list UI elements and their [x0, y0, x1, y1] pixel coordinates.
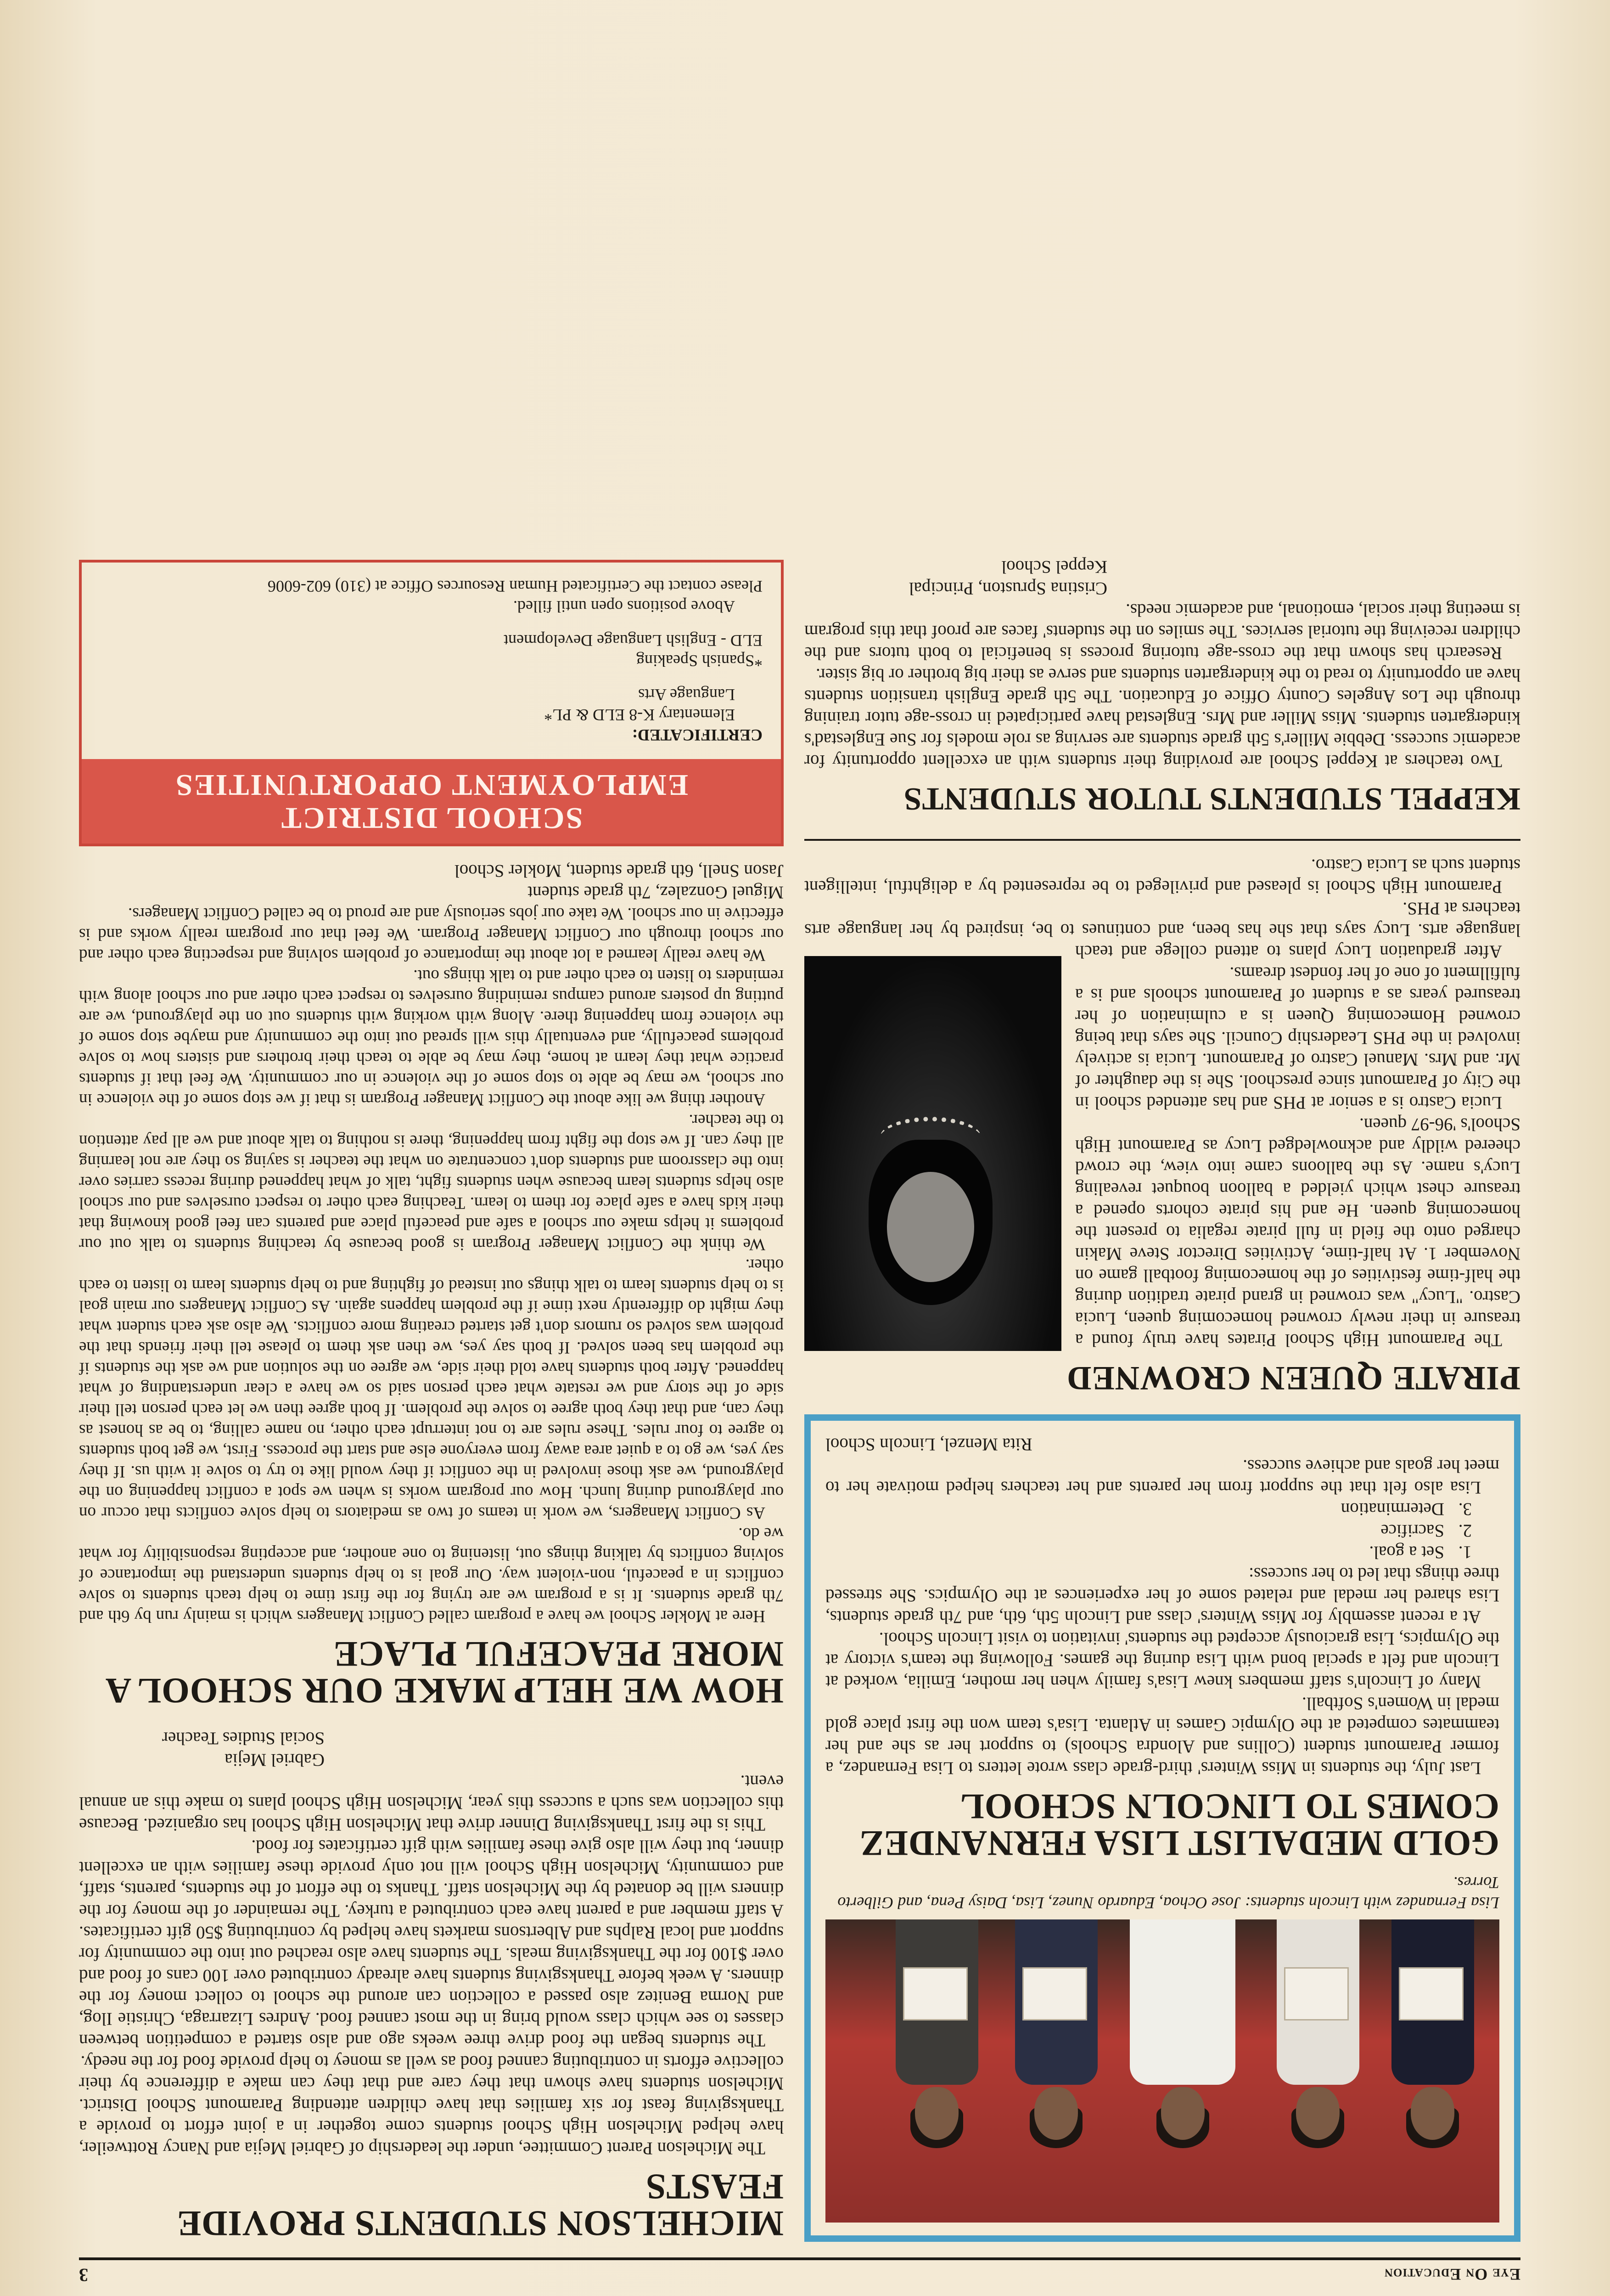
- employment-contact: Please contact the Certificated Human Resources Office at (310) 602-6006: [268, 577, 763, 596]
- employment-header: SCHOOL DISTRICT EMPLOYMENT OPPORTUNITIES: [82, 759, 781, 844]
- article-paragraph: The students began the food drive three weeks ago and also started a competition between classes to see which class would bring in the most canned food. Andres Lizarraga, Christie Ilog, and Norma Benitez also passed a collection can around the school to collect money for the dinners. A week before Thanksgiving students have already contributed over 100 cans of food and over $100 for the Thanksgiving meals. The students have also reached out into the community for support and local Ralphs and Albertsons markets have helped by contributing $50 gift certificates. A staff member and a parent have each contributed a turkey. The remainder of the money for the dinners will be donated by the Michelson staff. Thanks to the effort of the students, parents, staff, and community, Michelson High School will not only provide these families with an excellent dinner, but they will also give these families with gift certificates for food.: [79, 1836, 784, 2050]
- gold-byline: [825, 1434, 1499, 1455]
- lisa-fernandez-figure: [1123, 1919, 1242, 2158]
- article-paragraph: Many of Lincoln's staff members knew Lisa's family when her mother, Emilia, worked at Lincoln and felt a special bond with Lisa during the games. Following the team's victory at the Olympics, Lisa graciously accepted the students' invitation to visit Lincoln School.: [825, 1629, 1499, 1692]
- byline-name: Jason Snell, 6th grade student, Mokler School: [454, 861, 784, 881]
- byline-title: Social Studies Teacher: [162, 1728, 325, 1748]
- student-figure: [1008, 1919, 1105, 2158]
- page-number: 3: [79, 2265, 88, 2285]
- peaceful-byline: [79, 860, 784, 903]
- lincoln-students-photo: [825, 1919, 1499, 2223]
- michelson-article: [79, 1771, 784, 2159]
- article-paragraph: After graduation Lucy plans to attend college and teach language arts. Lucy says that she has been, and continues to be, inspired by her language arts teachers at PHS.: [804, 899, 1520, 962]
- footnote: ELD - English Language Development: [504, 631, 763, 650]
- pirate-queen-headline: PIRATE QUEEN CROWNED: [1066, 1359, 1520, 1397]
- article-paragraph: Two teachers at Keppel School are providing their students with an excellent opportunity for academic success. Debbie Miller's 5th grade students are serving as role models for Sue Englestad's kindergarten students. Miss Miller and Mrs. Englestad have participated in cross-age tutor training through the Los Angeles County Office of Education. The 5th grade English transition students have an opportunity to read to the kindergarten students and serve as their big brother or big sister.: [804, 665, 1520, 771]
- article-paragraph: Lucia Castro is a senior at PHS and has attended school in the City of Paramount since preschool. She is the daughter of Mr. and Mrs. Manuel Castro of Paramount. Lucia is actively involved in the PHS Leadership Council. She says that being crowned Homecoming Queen is a culmination of her treasured years as a student of Paramount schools and is a fulfillment of one of her fondest dreams.: [1075, 963, 1520, 1113]
- michelson-byline: [79, 1728, 325, 1771]
- gold-medalist-box: [804, 1414, 1520, 2242]
- keppel-headline: KEPPEL STUDENTS TUTOR STUDENTS: [903, 781, 1520, 816]
- gold-medalist-headline: GOLD MEDALIST LISA FERNANDEZ COMES TO LINCOLN SCHOOL: [859, 1787, 1499, 1863]
- position-item: Language Arts: [638, 686, 735, 704]
- article-paragraph: Last July, the students in Miss Winters' third-grade class wrote letters to Lisa Fernandez, a former Paramount student (Collins and Alondra Schools) to support her as she and her teammates competed at the Olympic Games in Atlanta. Lisa's team won the first place gold medal in Women's Softball.: [825, 1694, 1499, 1778]
- list-item: 3. Determination: [1341, 1499, 1472, 1519]
- byline-name: Cristina Spruston, Principal: [909, 579, 1107, 598]
- student-figure: [1270, 1919, 1366, 2158]
- keppel-article: [804, 599, 1520, 772]
- homecoming-queen-photo: [804, 956, 1061, 1351]
- michelson-headline: MICHELSON STUDENTS PROVIDE FEASTS: [177, 2167, 784, 2244]
- certificated-label: CERTIFICATED:: [632, 726, 763, 744]
- photo-caption: Lisa Fernandez with Lincoln students: Jose Ochoa, Eduardo Nunez, Lisa, Daisy Pena, and Gilberto Torres.: [837, 1874, 1499, 1912]
- right-column: [79, 560, 784, 2242]
- masthead-brand: Eye On Education: [1384, 2265, 1520, 2284]
- article-paragraph: Here at Mokler School we have a program called Conflict Managers which is mainly run by 6th and 7th grade students. It is a program we are trying for the first time to help teach students to solve conflicts in a peaceful, non-violent way. Our goal is to help students understand the importance of solving conflicts by talking things out, listening to one another, and accepting responsibility for what we do.: [79, 1524, 784, 1626]
- article-paragraph: Another thing we like about the Conflict Manager Program is that if we stop some of the violence in our school, we may be able to stop some of the violence in our community. We feel that if students practice what they learn at home, they may be able to teach their brothers and sisters how to solve problems peacefully, and eventually this will spread out into the community and maybe stop some of the violence from happening there. Along with working with students out on the playground, we are putting up posters around campus reminding ourselves to respect each other and our school along with reminders to listen to each other and to talk things out.: [79, 966, 784, 1109]
- byline-name: Rita Menzel, Lincoln School: [825, 1435, 1032, 1454]
- list-item: 1. Set a goal.: [1369, 1542, 1472, 1562]
- article-paragraph: As Conflict Managers, we work in teams of two as mediators to help solve conflicts that occur on our playground during lunch. How our program works is when we spot a conflict happening on the playground, we ask those involved in the conflict if they would like to try to solve it with us. If they say yes, we go to a quiet area away from everyone else and start the process. First, we get both students to agree to four rules. These rules are to not interrupt each other, no name calling, to be as honest as they can, and that they both agree to solve the problem. If both agree then we let each person tell their side of the story and we restate what each person said so we have a clear understanding of what happened. After both students have told their side, we agree on the solution and we ask the students if the problem has been solved. If both say yes, we then ask them to please tell their friends that the problem was solved so rumors don't get started creating more conflicts. We also ask each student what they might do differently next time if the problem happens again. As Conflict Managers our main goal is to help students learn to talk things out instead of fighting and to help students learn to listen to each other.: [79, 1255, 784, 1522]
- article-paragraph: At a recent assembly for Miss Winters' class and Lincoln 5th, 6th, and 7th grade students, Lisa shared her medal and related some of her experiences at the Olympics. She stressed three things that led to her success:: [825, 1564, 1499, 1627]
- gold-medalist-article: [825, 1563, 1499, 1779]
- byline-school: Keppel School: [1001, 557, 1107, 577]
- keppel-byline: [804, 556, 1107, 599]
- article-paragraph: The Paramount High School Pirates have truly found a treasure in their newly crowned homecoming queen, Lucia Castro. "Lucy" was crowned in grand pirate tradition during the half-time festivities of the homecoming football game on November 1. At half-time, Activities Director Steve Makin charged onto the field in full pirate regalia to present the homecoming queen. He and his pirate cohorts opened a treasure chest which yielded a balloon bouquet revealing Lucy's name. As the balloons came into view, the crowd cheered wildly and acknowledged Lucy as Paramount High School's '96-97 queen.: [1075, 1114, 1520, 1350]
- peaceful-place-article: [79, 903, 784, 1626]
- success-list: [825, 1498, 1472, 1563]
- byline-name: Gabriel Mejia: [224, 1750, 325, 1770]
- masthead-bar: [79, 2257, 1520, 2288]
- article-paragraph: Research has shown that the cross-age tutoring process is beneficial to both tutors and the children receiving the tutorial services. The smiles on the students' faces are proof that this program is meeting their social, emotional, and academic needs.: [804, 600, 1520, 663]
- article-paragraph: The Michelson Parent Committee, under the leadership of Gabriel Mejia and Nancy Rottweiler, have helped Michelson High School students come together in a joint effort to provide a Thanksgiving feast for six families that have children attending Paramount School District. Michelson students have shown that they care and that they can make a difference by their collective efforts in contributing canned food as well as money to help provide food for the needy.: [79, 2052, 784, 2158]
- article-paragraph: Lisa also felt that the support from her parents and her teachers helped motivate her to meet her goals and achieve success.: [825, 1456, 1499, 1497]
- article-paragraph: We think the Conflict Manager Program is good because by teaching students to talk out our problems it helps make our school a safe and peaceful place and parents can feel good knowing that their kids have a safe place for them to learn. Teaching each other to respect ourselves and our school also helps students learn because when students fight, talk of what happened during recess carries over into the classroom and students don't concentrate on what the teacher is saying so they are not learning all they can. If we stop the fight from happening, there is nothing to talk about and we all pay attention to the teacher.: [79, 1111, 784, 1254]
- employment-note: Above positions open until filled.: [513, 597, 735, 616]
- student-figure: [889, 1919, 985, 2158]
- list-item: 2. Sacrifice: [1380, 1521, 1472, 1541]
- left-column: [804, 556, 1520, 2242]
- peaceful-place-headline: HOW WE HELP MAKE OUR SCHOOL A MORE PEACEFUL PLACE: [107, 1634, 784, 1711]
- employment-body: [82, 563, 781, 759]
- byline-name: Miguel Gonzalez, 7th grade student: [527, 883, 784, 902]
- position-item: Elementary K-8 ELD & PL*: [544, 706, 735, 724]
- article-paragraph: We have really learned a lot about the importance of problem solving and respecting each other and our school through our Conflict Manager Program. We feel that our program really works and is effective in our school. We take our jobs seriously and are proud to be called Conflict Managers.: [79, 904, 784, 964]
- footnote: *Spanish Speaking: [636, 652, 763, 670]
- student-figure: [1385, 1919, 1481, 2158]
- article-paragraph: This is the first Thanksgiving Dinner drive that Michelson High School has organized. Because this collection was such a success this year, Michelson High School plans to make this an annual event.: [79, 1772, 784, 1835]
- employment-opportunities-box: [79, 560, 784, 846]
- article-paragraph: Paramount High School is pleased and privileged to be represented by a delightful, intelligent student such as Lucia Castro.: [804, 855, 1520, 897]
